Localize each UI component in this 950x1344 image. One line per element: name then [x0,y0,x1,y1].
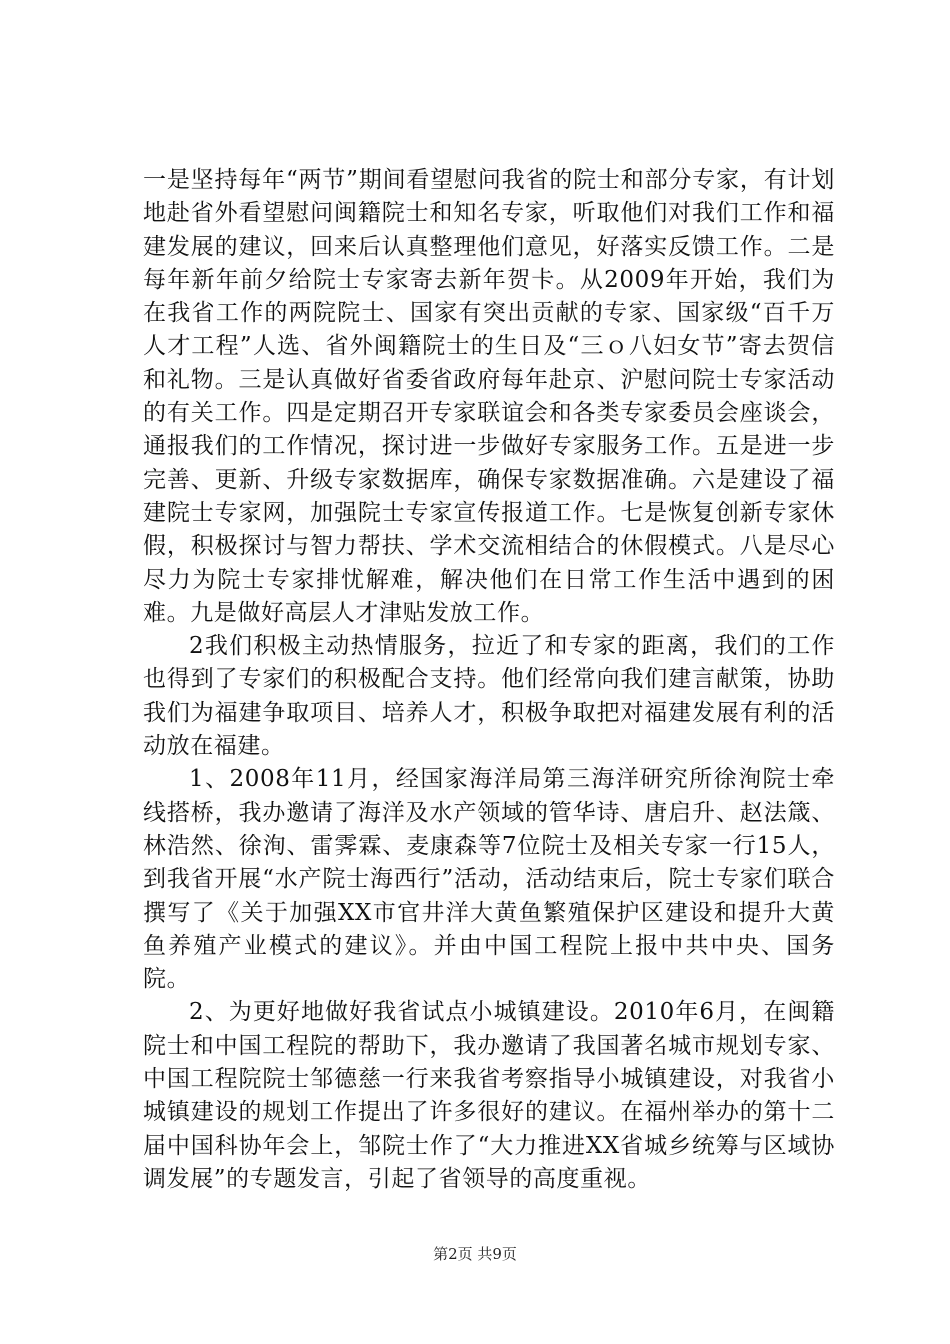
paragraph-3: 1、2008年11月，经国家海洋局第三海洋研究所徐洵院士牵线搭桥，我办邀请了海洋及水产领域的管华诗、唐启升、赵法箴、林浩然、徐洵、雷霁霖、麦康森等7位院士及相关专家一行15人，到我省开展“水产院士海西行”活动，活动结束后，院士专家们联合撰写了《关于加强XX市官井洋大黄鱼繁殖保护区建设和提升大黄鱼养殖产业模式的建议》。并由中国工程院上报中共中央、国务院。 [143,766,835,993]
page-footer: 第2页 共9页 [433,1245,517,1263]
document-body [143,164,835,1196]
paragraph-2: 2我们积极主动热情服务，拉近了和专家的距离，我们的工作也得到了专家们的积极配合支持。他们经常向我们建言献策，协助我们为福建争取项目、培养人才，积极争取把对福建发展有利的活动放在福建。 [143,633,835,760]
paragraph-4: 2、为更好地做好我省试点小城镇建设。2010年6月，在闽籍院士和中国工程院的帮助下，我办邀请了我国著名城市规划专家、中国工程院院士邹德慈一行来我省考察指导小城镇建设，对我省小城镇建设的规划工作提出了许多很好的建议。在福州举办的第十二届中国科协年会上，邹院士作了“大力推进XX省城乡统筹与区域协调发展”的专题发言，引起了省领导的高度重视。 [143,999,835,1192]
paragraph-1: 一是坚持每年“两节”期间看望慰问我省的院士和部分专家，有计划地赴省外看望慰问闽籍院士和知名专家，听取他们对我们工作和福建发展的建议，回来后认真整理他们意见，好落实反馈工作。二是每年新年前夕给院士专家寄去新年贺卡。从2009年开始，我们为在我省工作的两院院士、国家有突出贡献的专家、国家级“百千万人才工程”人选、省外闽籍院士的生日及“三ｏ八妇女节”寄去贺信和礼物。三是认真做好省委省政府每年赴京、沪慰问院士专家活动的有关工作。四是定期召开专家联谊会和各类专家委员会座谈会，通报我们的工作情况，探讨进一步做好专家服务工作。五是进一步完善、更新、升级专家数据库，确保专家数据准确。六是建设了福建院士专家网，加强院士专家宣传报道工作。七是恢复创新专家休假，积极探讨与智力帮扶、学术交流相结合的休假模式。八是尽心尽力为院士专家排忧解难，解决他们在日常工作生活中遇到的困难。九是做好高层人才津贴发放工作。 [143,167,835,626]
